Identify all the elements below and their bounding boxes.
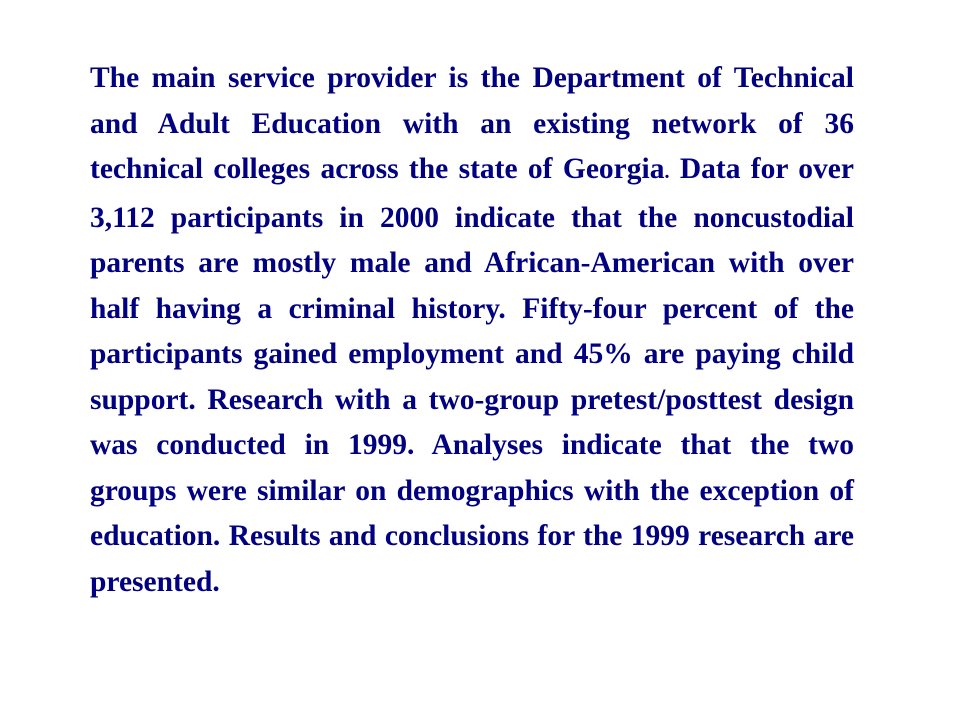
- body-paragraph: [90, 56, 854, 605]
- paragraph-part-1: The main service provider is the Department of Technical and Adult Education with an existing network of 36 technical colleges across the state of Georgia: [90, 62, 854, 185]
- paragraph-small-period: .: [664, 161, 670, 183]
- paragraph-part-2: Data for over 3,112 participants in 2000 indicate that the noncustodial parents are mostly male and African-American with over half having a criminal history. Fifty-four percent of the participants gained employment and 45% are paying child support. Research with a two-group pretest/posttest design was conducted in 1999. Analyses indicate that the two groups were similar on demographics with the exception of education. Results and conclusions for the 1999 research are presented.: [90, 153, 854, 598]
